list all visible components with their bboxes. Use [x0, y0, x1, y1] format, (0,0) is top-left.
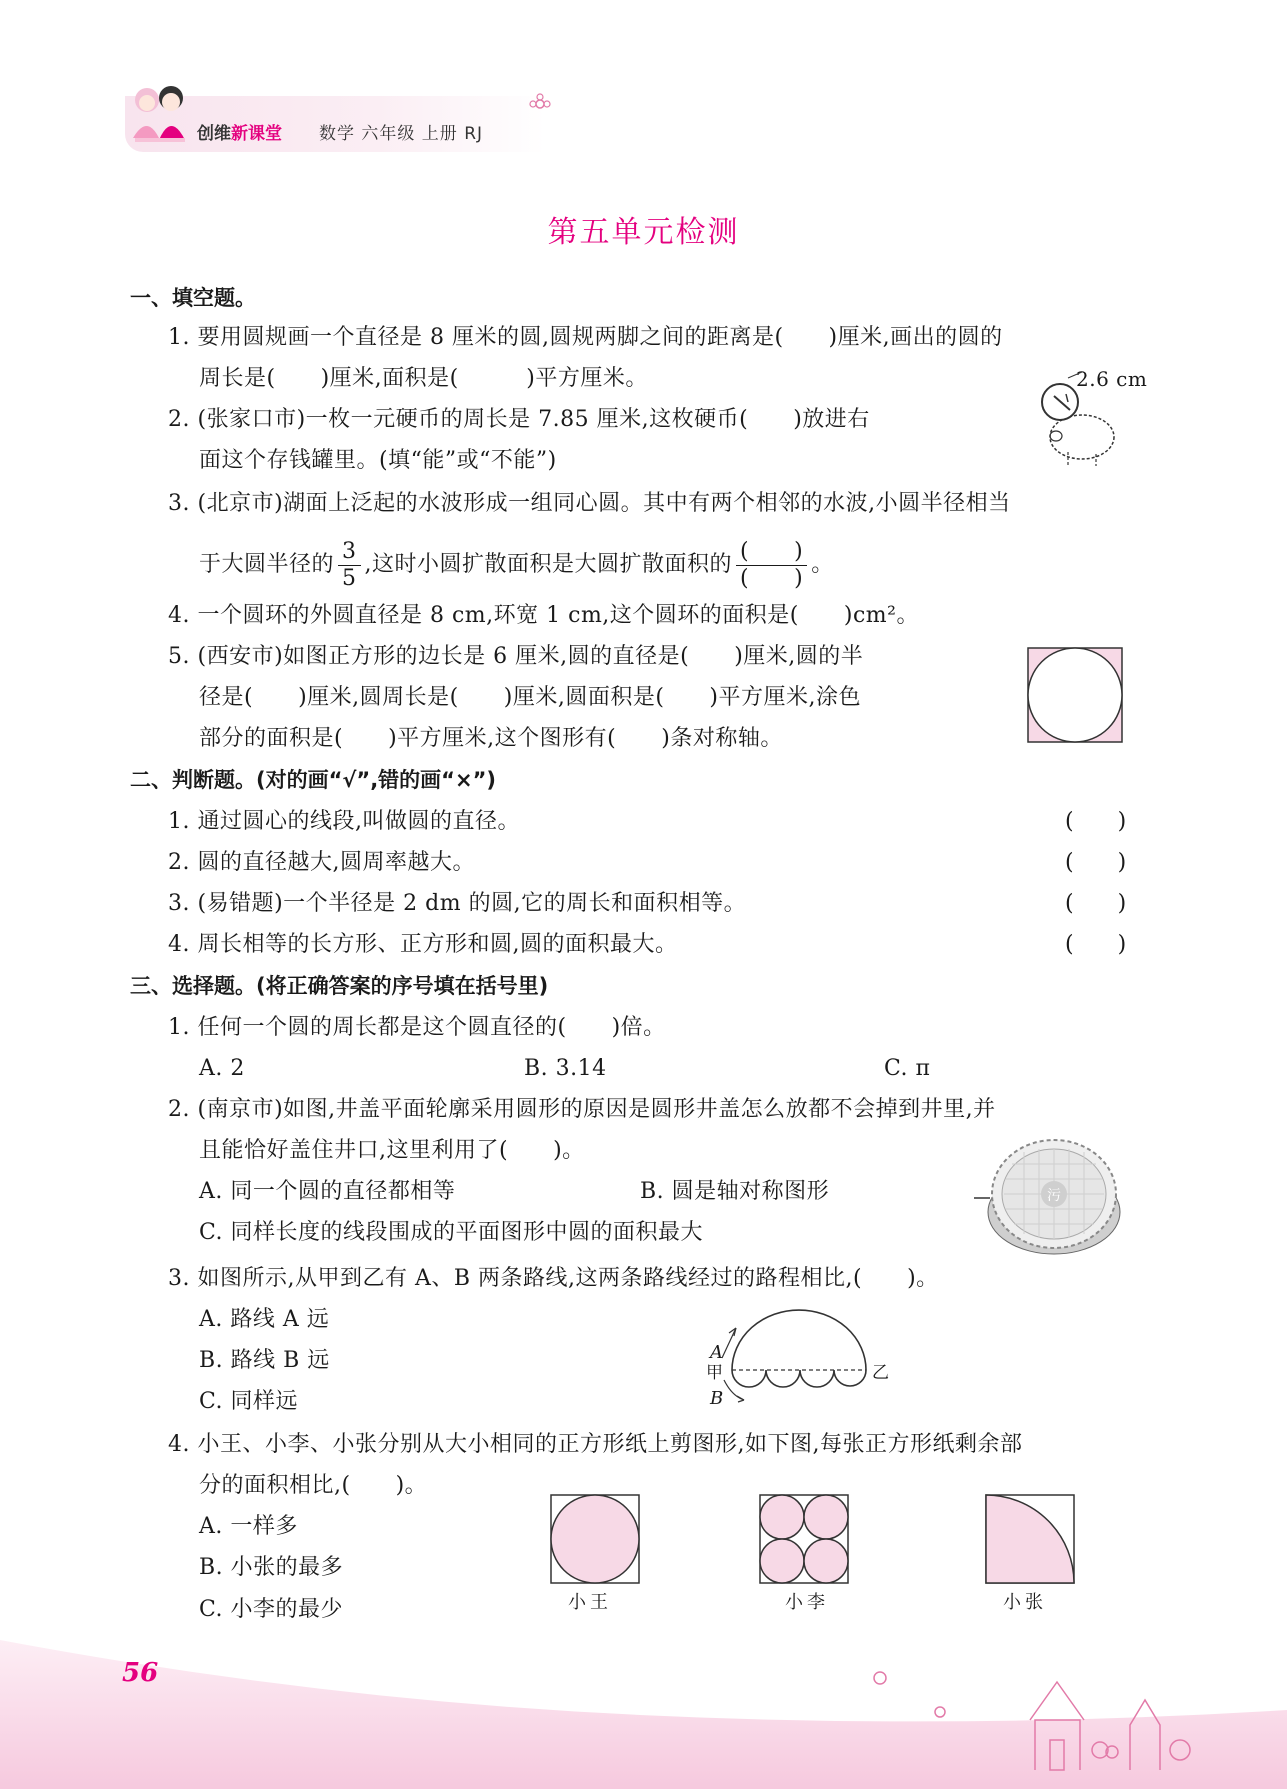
square-one-circle-figure — [550, 1494, 642, 1584]
figure-xiaozhang-label: 小张 — [1003, 1592, 1047, 1613]
choice-q1-option-a[interactable]: A. 2 — [199, 1056, 245, 1081]
manhole-cover-figure — [972, 1134, 1132, 1258]
fraction-answer-blank: $\frac{( )}{( )}$ — [736, 539, 807, 592]
judge-q1: 1. 通过圆心的线段,叫做圆的直径。 — [168, 809, 520, 834]
judge-q1-answer-blank[interactable]: ( ) — [1065, 809, 1127, 834]
choice-q4-option-b[interactable]: B. 小张的最多 — [199, 1555, 344, 1580]
judge-q3: 3. (易错题)一个半径是 2 dm 的圆,它的周长和面积相等。 — [168, 891, 747, 916]
route-b-label: B — [710, 1388, 724, 1409]
fill-q4: 4. 一个圆环的外圆直径是 8 cm,环宽 1 cm,这个圆环的面积是( )cm²。 — [168, 603, 919, 628]
manhole-cover-label: 污 — [1047, 1188, 1061, 1204]
page-title: 第五单元检测 — [547, 215, 740, 250]
choice-q2-option-c[interactable]: C. 同样长度的线段围成的平面图形中圆的面积最大 — [199, 1220, 704, 1245]
fill-q5-line3: 部分的面积是( )平方厘米,这个图形有( )条对称轴。 — [199, 726, 783, 751]
choice-q3: 3. 如图所示,从甲到乙有 A、B 两条路线,这两条路线经过的路程相比,( )。 — [168, 1266, 939, 1291]
judge-q2: 2. 圆的直径越大,圆周率越大。 — [168, 850, 475, 875]
choice-q4-line2: 分的面积相比,( )。 — [199, 1473, 428, 1498]
kids-mascot-icon — [125, 78, 195, 156]
figure-xiaoli-label: 小李 — [785, 1592, 829, 1613]
fill-q3-line2: 于大圆半径的 $\frac{3}{5}$ ,这时小圆扩散面积是大圆扩散面积的 $\frac{( )}{( )}$ 。 — [199, 538, 834, 591]
choice-q2-option-a[interactable]: A. 同一个圆的直径都相等 — [199, 1179, 456, 1204]
coin-slot-label: 2.6 cm — [1076, 367, 1148, 391]
route-start-label: 甲 — [706, 1363, 723, 1383]
section-judge-heading: 二、判断题。(对的画“√”,错的画“×”) — [130, 768, 496, 792]
judge-q4: 4. 周长相等的长方形、正方形和圆,圆的面积最大。 — [168, 932, 678, 957]
choice-q4-line1: 4. 小王、小李、小张分别从大小相同的正方形纸上剪图形,如下图,每张正方形纸剩余部 — [168, 1432, 1023, 1457]
judge-q3-answer-blank[interactable]: ( ) — [1065, 891, 1127, 916]
fill-q2-line2: 面这个存钱罐里。(填“能”或“不能”) — [199, 448, 557, 473]
choice-q3-option-a[interactable]: A. 路线 A 远 — [199, 1307, 330, 1332]
choice-q4-option-a[interactable]: A. 一样多 — [199, 1514, 298, 1539]
choice-q2-option-b[interactable]: B. 圆是轴对称图形 — [640, 1179, 830, 1204]
figure-xiaowang-label: 小王 — [568, 1592, 612, 1613]
judge-q2-answer-blank[interactable]: ( ) — [1065, 850, 1127, 875]
fill-q5-line2: 径是( )厘米,圆周长是( )厘米,圆面积是( )平方厘米,涂色 — [199, 685, 861, 710]
square-quarter-circle-figure — [985, 1494, 1077, 1584]
footer-wave-decoration — [0, 1620, 1287, 1789]
choice-q1-option-b[interactable]: B. 3.14 — [524, 1056, 607, 1081]
choice-q2-line2: 且能恰好盖住井口,这里利用了( )。 — [199, 1138, 585, 1163]
route-diagram-figure — [700, 1300, 900, 1410]
page-number: 56 — [122, 1658, 159, 1688]
choice-q2-line1: 2. (南京市)如图,井盖平面轮廓采用圆形的原因是圆形井盖怎么放都不会掉到井里,并 — [168, 1097, 996, 1122]
square-four-circles-figure — [759, 1494, 851, 1584]
choice-q1: 1. 任何一个圆的周长都是这个圆直径的( )倍。 — [168, 1015, 666, 1040]
choice-q3-option-b[interactable]: B. 路线 B 远 — [199, 1348, 330, 1373]
section-choice-heading: 三、选择题。(将正确答案的序号填在括号里) — [130, 974, 549, 998]
piggy-bank-figure — [1020, 372, 1120, 472]
fill-q1-line1: 1. 要用圆规画一个直径是 8 厘米的圆,圆规两脚之间的距离是( )厘米,画出的圆的 — [168, 325, 1003, 350]
choice-q4-option-c[interactable]: C. 小李的最少 — [199, 1597, 344, 1622]
square-with-inscribed-circle-figure — [1027, 647, 1123, 743]
brand-logo: 创维新课堂 — [197, 124, 282, 144]
flower-decoration-icon — [528, 92, 552, 116]
choice-q1-option-c[interactable]: C. π — [884, 1056, 931, 1081]
route-a-label: A — [710, 1342, 723, 1363]
book-info: 数学 六年级 上册 RJ — [319, 124, 484, 144]
fill-q1-line2: 周长是( )厘米,面积是( )平方厘米。 — [199, 366, 648, 391]
section-fill-blank-heading: 一、填空题。 — [130, 286, 256, 310]
choice-q3-option-c[interactable]: C. 同样远 — [199, 1389, 299, 1414]
route-end-label: 乙 — [872, 1363, 889, 1383]
fill-q3-line1: 3. (北京市)湖面上泛起的水波形成一组同心圆。其中有两个相邻的水波,小圆半径相当 — [168, 491, 1011, 516]
judge-q4-answer-blank[interactable]: ( ) — [1065, 932, 1127, 957]
fill-q2-line1: 2. (张家口市)一枚一元硬币的周长是 7.85 厘米,这枚硬币( )放进右 — [168, 407, 870, 432]
fraction-three-fifths: $\frac{3}{5}$ — [338, 539, 361, 592]
fill-q5-line1: 5. (西安市)如图正方形的边长是 6 厘米,圆的直径是( )厘米,圆的半 — [168, 644, 864, 669]
